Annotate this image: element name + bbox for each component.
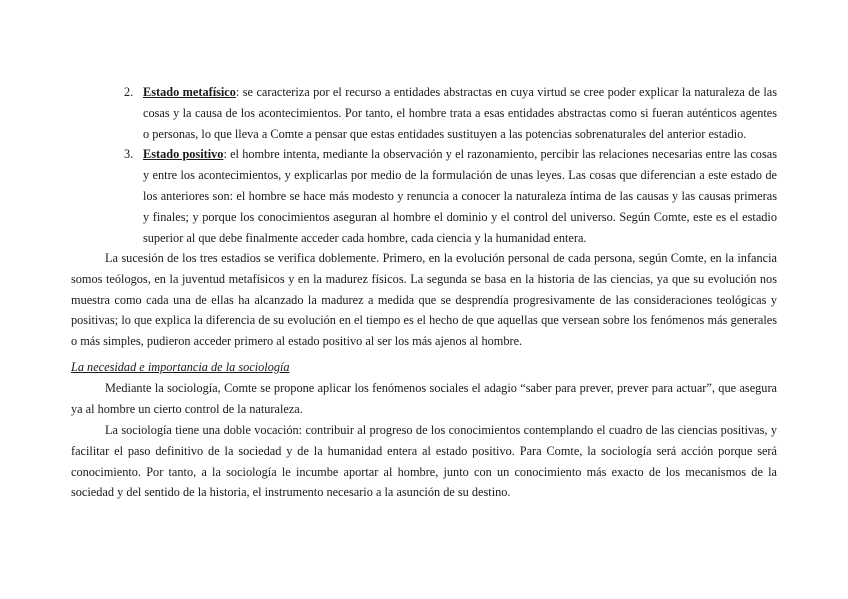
paragraph-stages-succession: La sucesión de los tres estadios se verifica doblemente. Primero, en la evolución personal de cada persona, según Comte, en la infancia somos teólogos, en la juventud metafísicos y en la madurez físicos. La segunda se basa en la historia de las ciencias, ya que su evolución nos muestra como cada una de ellas ha alcanzado la madurez a medida que se desprendía progresivamente de las consideraciones teológicas y positivas; lo que explica la diferencia de su evolución en el tiempo es el hecho de que aquellas que versean sobre los fenómenos más generales o más simples, pudieron acceder primero al estado positivo al ser los más ajenos al hombre. (71, 251, 777, 349)
section-heading: La necesidad e importancia de la sociología (71, 360, 290, 374)
list-item (121, 144, 777, 248)
list-item-number: 3. (124, 147, 134, 162)
list-item (121, 82, 777, 144)
list-item-term: Estado metafísico (143, 85, 236, 99)
list-item-text: : el hombre intenta, mediante la observación y el razonamiento, percibir las relaciones necesarias entre las cosas y entre los acontecimientos, y explicarlas por medio de la formulación de unas leyes. Las cosas que diferencian a este estado de los anteriores son: el hombre se hace más modesto y renuncia a conocer la naturaleza íntima de las causas y las causas primeras y finales; y porque los conocimientos aseguran al hombre el dominio y el control del universo. Según Comte, este es el estadio superior al que debe finalmente acceder cada hombre, cada ciencia y la humanidad entera. (143, 147, 777, 245)
stages-list (121, 82, 777, 248)
paragraph-sociology-purpose: Mediante la sociología, Comte se propone aplicar los fenómenos sociales el adagio “saber para prever, prever para actuar”, que asegura ya al hombre un cierto control de la naturaleza. (71, 381, 777, 416)
paragraph-sociology-vocation: La sociología tiene una doble vocación: contribuir al progreso de los conocimientos contemplando el cuadro de las ciencias positivas, y facilitar el paso definitivo de la sociedad y de la humanidad entera al estado positivo. Para Comte, la sociología será acción porque será conocimiento. Por tanto, a la sociología le incumbe aportar al hombre, junto con un conocimiento más exacto de los mecanismos de la sociedad y del sentido de la historia, el instrumento necesario a la asunción de su destino. (71, 423, 777, 500)
list-item-number: 2. (124, 85, 134, 99)
list-item-term: Estado positivo (143, 147, 224, 162)
list-item-text: : se caracteriza por el recurso a entidades abstractas en cuya virtud se cree poder explicar la naturaleza de las cosas y la causa de los acontecimientos. Por tanto, el hombre trata a esas entidades abstractas como si fueran auténticos agentes o personas, lo que lleva a Comte a pensar que estas entidades sustituyen a las potencias sobrenaturales del anterior estadio. (143, 85, 777, 141)
